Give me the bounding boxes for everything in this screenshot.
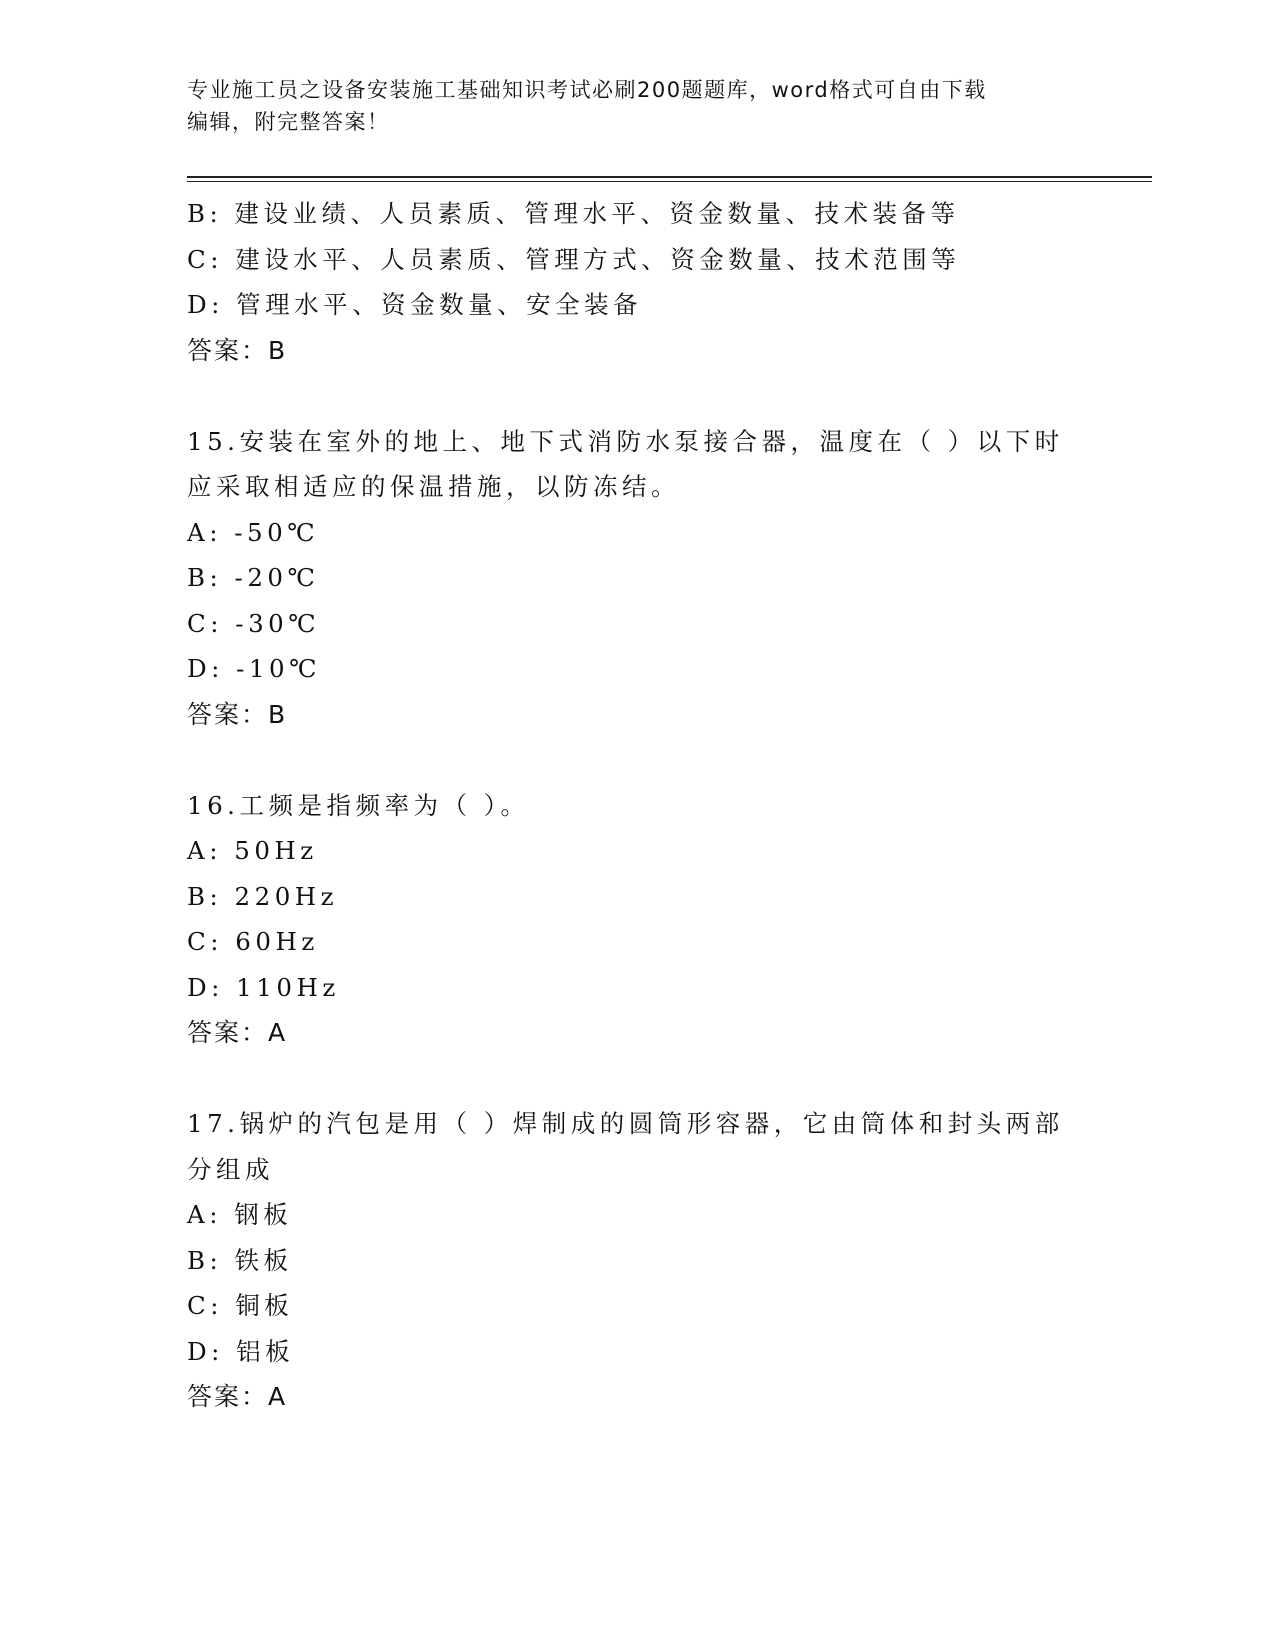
- option-d: D: 管理水平、资金数量、安全装备: [187, 290, 643, 319]
- header-divider-thin: [187, 181, 1152, 182]
- answer-line: 答案：A: [187, 1018, 288, 1047]
- spacer: [187, 1056, 1087, 1102]
- question-block-17: [187, 1101, 1087, 1420]
- question-stem-line-1: 16.工频是指频率为（ ）。: [187, 790, 530, 820]
- answer-line: 答案：A: [187, 1382, 288, 1411]
- question-list: [187, 191, 1087, 1420]
- option-b: B: 220Hz: [187, 881, 339, 911]
- option-b: B: -20℃: [187, 563, 320, 592]
- question-block-15: [187, 419, 1087, 738]
- question-stem-line-2: 应采取相适应的保温措施，以防冻结。: [187, 472, 680, 501]
- option-b: B: 建设业绩、人员素质、管理水平、资金数量、技术装备等: [187, 199, 960, 228]
- option-a: A: 50Hz: [187, 836, 318, 865]
- option-c: C: 建设水平、人员素质、管理方式、资金数量、技术范围等: [187, 244, 961, 274]
- question-stem-line-1: 15.安装在室外的地上、地下式消防水泵接合器，温度在（ ）以下时: [187, 426, 1064, 456]
- question-stem-line-2: 分组成: [187, 1154, 274, 1184]
- header-title-line-1: 专业施工员之设备安装施工基础知识考试必刷200题题库，word格式可自由下载: [187, 78, 987, 102]
- option-c: C: 60Hz: [187, 927, 319, 956]
- option-a: A: -50℃: [187, 517, 320, 547]
- option-d: D: 110Hz: [187, 972, 340, 1002]
- question-block-16: [187, 783, 1087, 1056]
- option-c: C: -30℃: [187, 608, 321, 638]
- header-divider-thick: [187, 176, 1152, 178]
- option-d: D: -10℃: [187, 654, 322, 683]
- spacer: [187, 737, 1087, 783]
- spacer: [187, 373, 1087, 419]
- option-c: C: 铜板: [187, 1291, 294, 1320]
- answer-line: 答案：B: [187, 335, 288, 365]
- question-block-prev: [187, 191, 1087, 373]
- question-stem-line-1: 17.锅炉的汽包是用（ ）焊制成的圆筒形容器，它由筒体和封头两部: [187, 1109, 1064, 1138]
- document-header: [187, 74, 1087, 138]
- option-a: A: 钢板: [187, 1200, 293, 1229]
- option-b: B: 铁板: [187, 1245, 293, 1275]
- option-d: D: 铝板: [187, 1336, 295, 1366]
- header-title-line-2: 编辑，附完整答案！: [187, 110, 390, 134]
- answer-line: 答案：B: [187, 699, 288, 729]
